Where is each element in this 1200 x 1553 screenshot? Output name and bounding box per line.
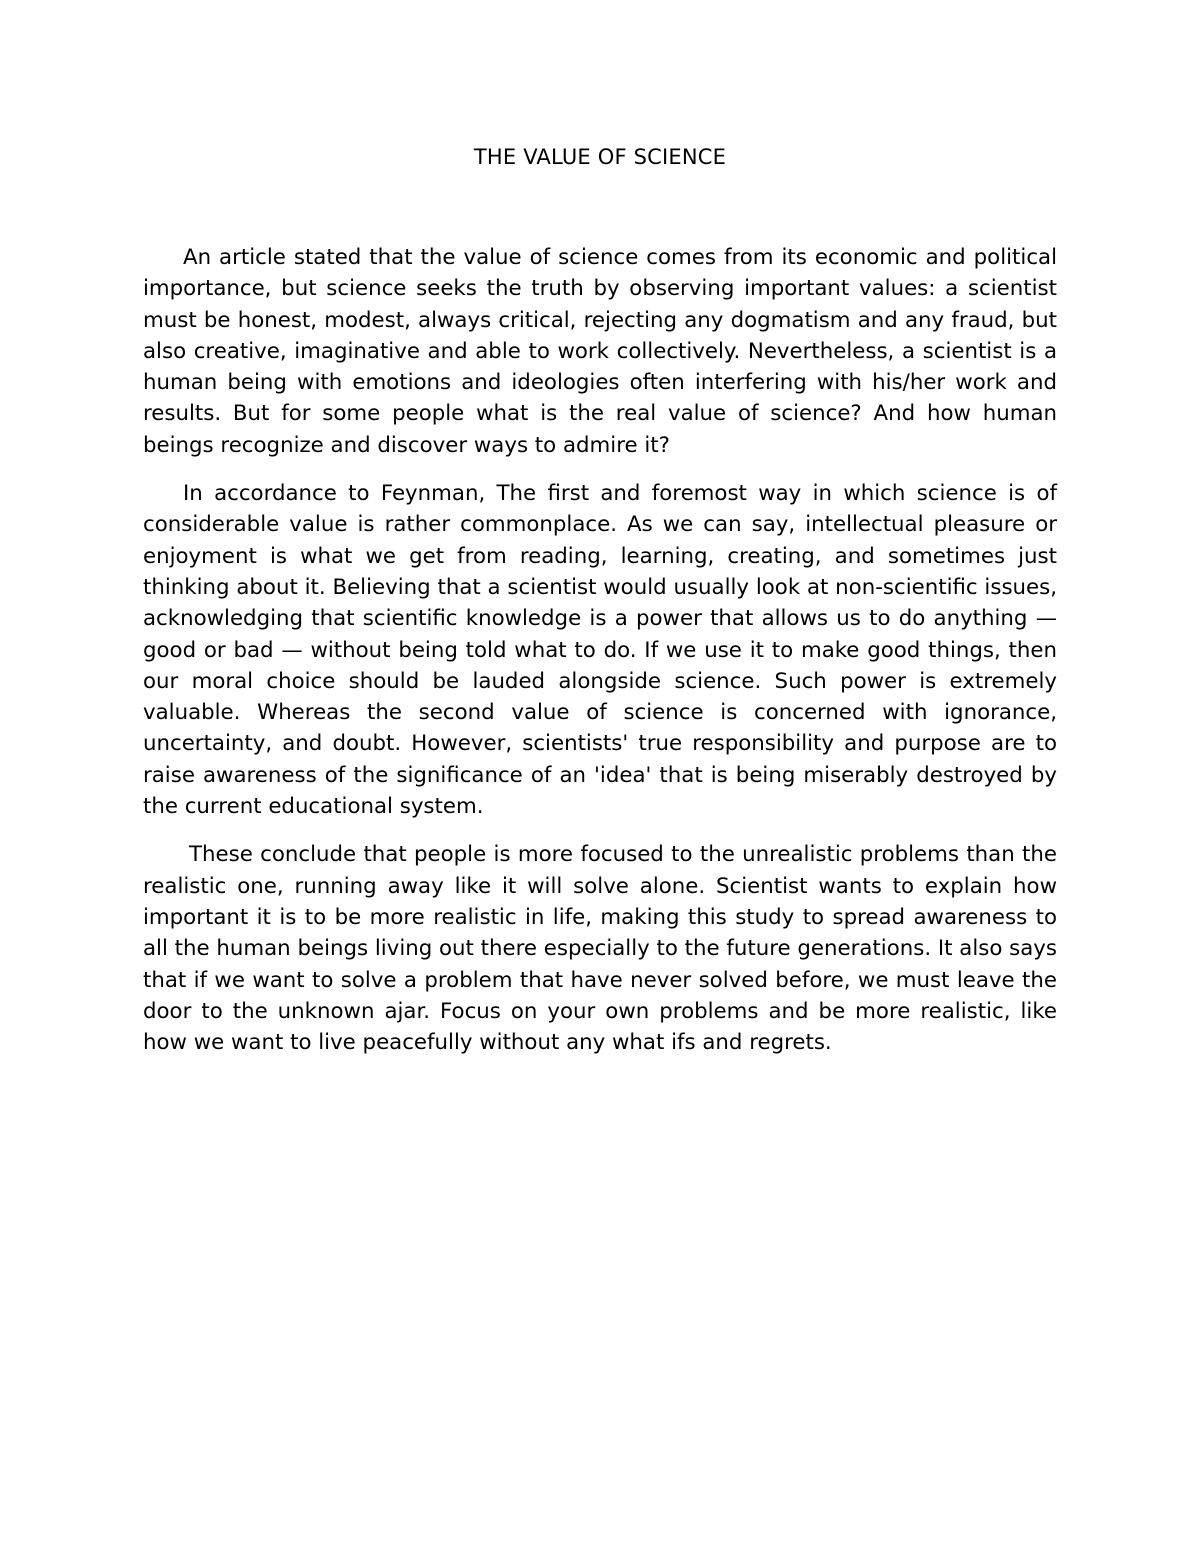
document-body xyxy=(143,242,1057,1075)
document-title: THE VALUE OF SCIENCE xyxy=(473,145,727,169)
paragraph-2: In accordance to Feynman, The first and foremost way in which science is of considerable value is rather commonplace. As we can say, intellectual pleasure or enjoyment is what we get from reading, learning, creating, and sometimes just thinking about it. Believing that a scientist would usually look at non-scientific issues, acknowledging that scientific knowledge is a power that allows us to do anything — good or bad — without being told what to do. If we use it to make good things, then our moral choice should be lauded alongside science. Such power is extremely valuable. Whereas the second value of science is concerned with ignorance, uncertainty, and doubt. However, scientists' true responsibility and purpose are to raise awareness of the significance of an 'idea' that is being miserably destroyed by the current educational system. xyxy=(143,481,1057,820)
paragraph-3: These conclude that people is more focused to the unrealistic problems than the realistic one, running away like it will solve alone. Scientist wants to explain how important it is to be more realistic in life, making this study to spread awareness to all the human beings living out there especially to the future generations. It also says that if we want to solve a problem that have never solved before, we must leave the door to the unknown ajar. Focus on your own problems and be more realistic, like how we want to live peacefully without any what ifs and regrets. xyxy=(143,842,1057,1056)
paragraph-1: An article stated that the value of science comes from its economic and political importance, but science seeks the truth by observing important values: a scientist must be honest, modest, always critical, rejecting any dogmatism and any fraud, but also creative, imaginative and able to work collectively. Nevertheless, a scientist is a human being with emotions and ideologies often interfering with his/her work and results. But for some people what is the real value of science? And how human beings recognize and discover ways to admire it? xyxy=(143,245,1057,458)
